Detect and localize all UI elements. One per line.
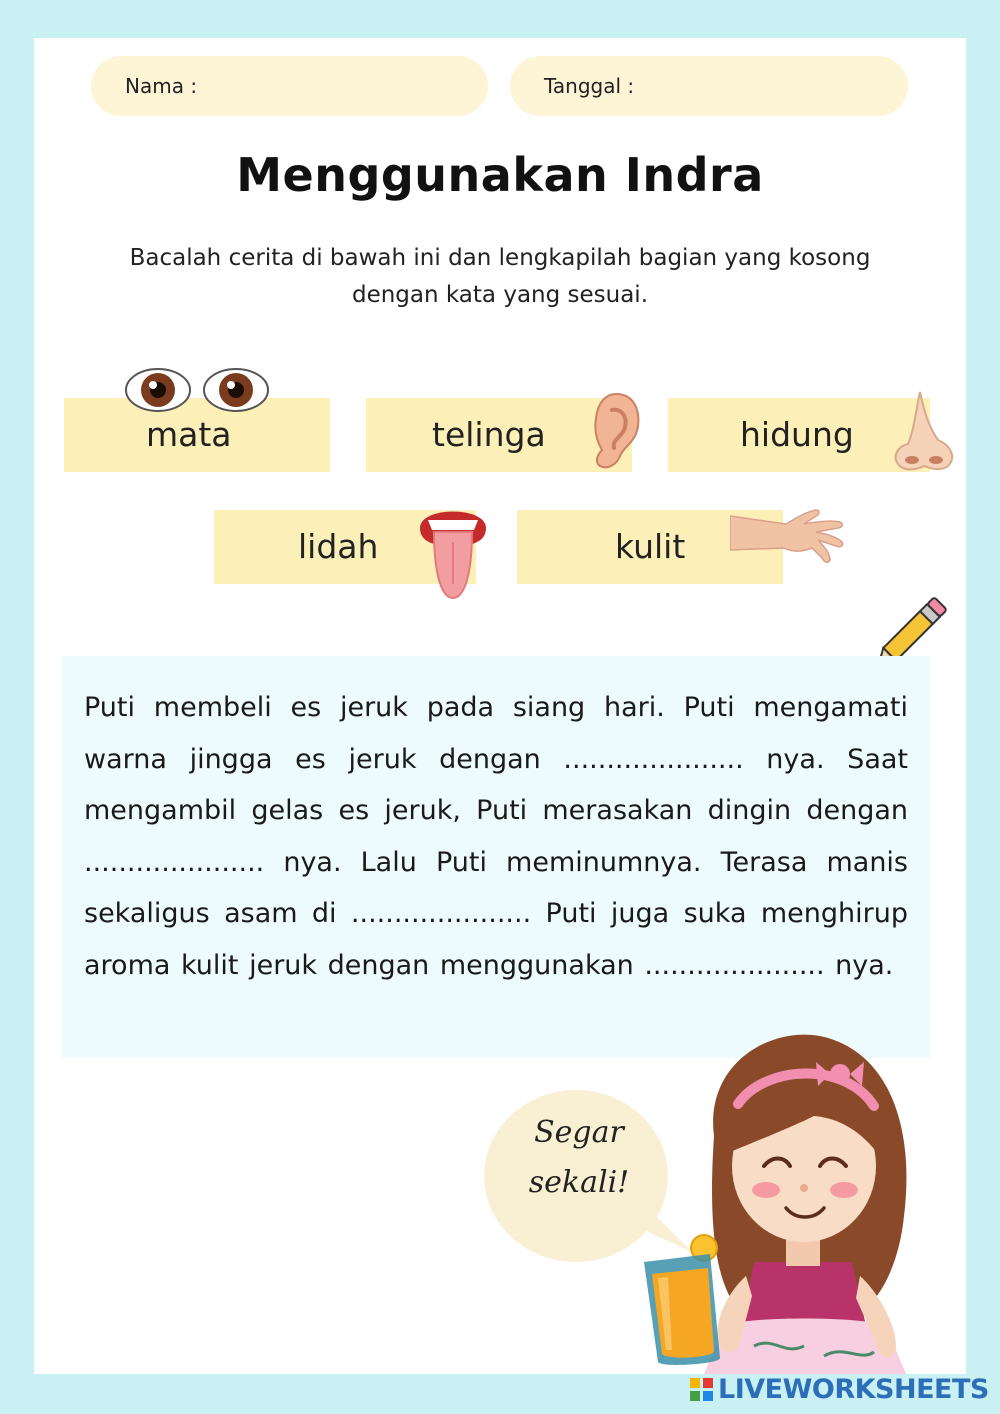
orange-juice-glass-icon (638, 1234, 734, 1370)
liveworksheets-logo-icon (690, 1378, 714, 1402)
word-label: lidah (298, 527, 379, 566)
date-field[interactable] (510, 56, 908, 116)
tongue-icon (416, 498, 490, 602)
speech-line-1: Segar (534, 1115, 624, 1150)
nose-icon (890, 390, 960, 474)
hand-icon (730, 506, 848, 574)
date-label: Tanggal : (544, 74, 635, 98)
liveworksheets-logo[interactable] (690, 1372, 990, 1408)
worksheet-page (34, 38, 966, 1374)
word-label: hidung (740, 415, 854, 454)
word-label: telinga (432, 415, 546, 454)
name-label: Nama : (125, 74, 198, 98)
speech-bubble-text (504, 1108, 654, 1208)
instruction-text: Bacalah cerita di bawah ini dan lengkapilah bagian yang kosong dengan kata yang sesuai. (129, 245, 871, 308)
word-label: kulit (615, 527, 686, 566)
liveworksheets-brand-text: LIVEWORKSHEETS (718, 1374, 989, 1405)
speech-line-2: sekali! (528, 1165, 630, 1200)
story-box (62, 656, 930, 1058)
page-title: Menggunakan Indra (236, 148, 764, 202)
word-label: mata (146, 415, 232, 454)
eyes-icon (124, 366, 272, 416)
story-text: Puti membeli es jeruk pada siang hari. Puti mengamati warna jingga es jeruk dengan ..................... nya. Saat mengambil gelas es jeruk, Puti merasakan dingin dengan ..................... nya. Lalu Puti meminumnya. Terasa manis sekaligus asam di ..................... Puti juga suka menghirup aroma kulit jeruk dengan menggunakan ..................... nya. (84, 692, 908, 981)
ear-icon (590, 390, 642, 472)
name-field[interactable] (91, 56, 488, 116)
